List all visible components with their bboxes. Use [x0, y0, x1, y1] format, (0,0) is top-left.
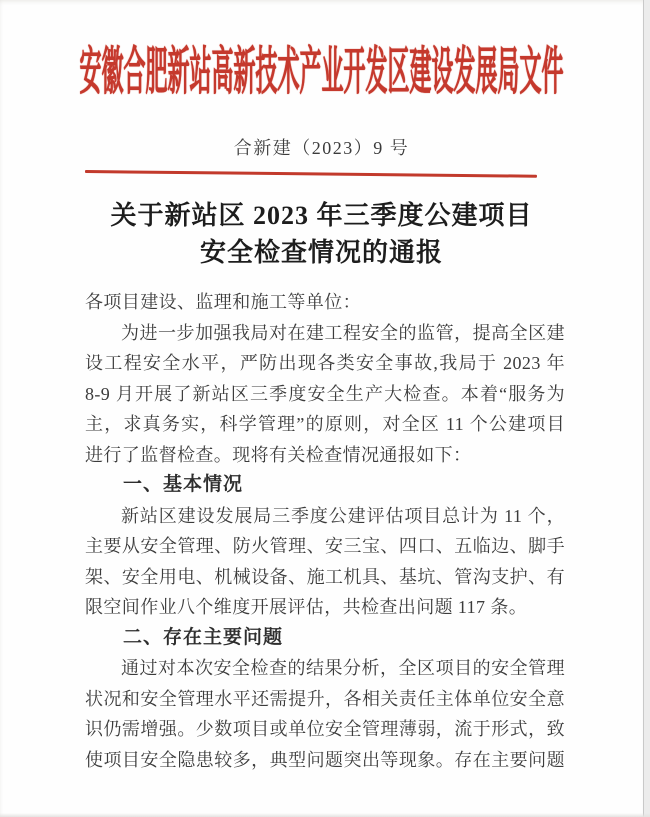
body-line: 为进一步加强我局对在建工程安全的监管，提高全区建: [121, 322, 565, 343]
document-title-line1: 关于新站区 2023 年三季度公建项目: [110, 201, 533, 230]
body-line: 主，求真务实，科学管理”的原则，对全区 11 个公建项目: [85, 414, 565, 434]
body-line: 8-9 月开展了新站区三季度安全生产大检查。本着“服务为: [85, 383, 565, 404]
document-header: [0, 42, 643, 110]
section-heading: 二、存在主要问题: [123, 626, 284, 648]
document-number: 合新建（2023）9 号: [233, 138, 410, 158]
body-line: 设工程安全水平，严防出现各类安全事故,我局于 2023 年: [85, 353, 565, 373]
section-heading: 一、基本情况: [123, 474, 244, 495]
header-divider-line: [85, 170, 537, 178]
body-line: 新站区建设发展局三季度公建评估项目总计为 11 个，: [121, 505, 565, 526]
agency-title: 安徽合肥新站高新技术产业开发区建设发展局文件: [79, 42, 564, 101]
body-line: 进行了监督检查。现将有关检查情况通报如下：: [85, 444, 472, 465]
scan-edge-bottom: [0, 813, 650, 817]
document-title: [0, 197, 643, 271]
document-title-line2: 安全检查情况的通报: [199, 238, 443, 267]
body-line: 各项目建设、监理和施工等单位：: [85, 292, 361, 312]
body-line: 限空间作业八个维度开展评估，共检查出问题 117 条。: [85, 597, 528, 617]
body-line: 通过对本次安全检查的结果分析，全区项目的安全管理: [121, 658, 565, 678]
body-line: 架、安全用电、机械设备、施工机具、基坑、管沟支护、有: [85, 566, 565, 587]
scan-edge-right: [644, 0, 650, 817]
document-body: [85, 287, 565, 775]
body-line: 状况和安全管理水平还需提升，各相关责任主体单位安全意: [85, 688, 565, 709]
body-line: 识仍需增强。少数项目或单位安全管理薄弱，流于形式，致: [85, 719, 565, 739]
body-line: 主要从安全管理、防火管理、安三宝、四口、五临边、脚手: [85, 536, 565, 556]
body-line: 使项目安全隐患较多，典型问题突出等现象。存在主要问题: [85, 749, 565, 770]
